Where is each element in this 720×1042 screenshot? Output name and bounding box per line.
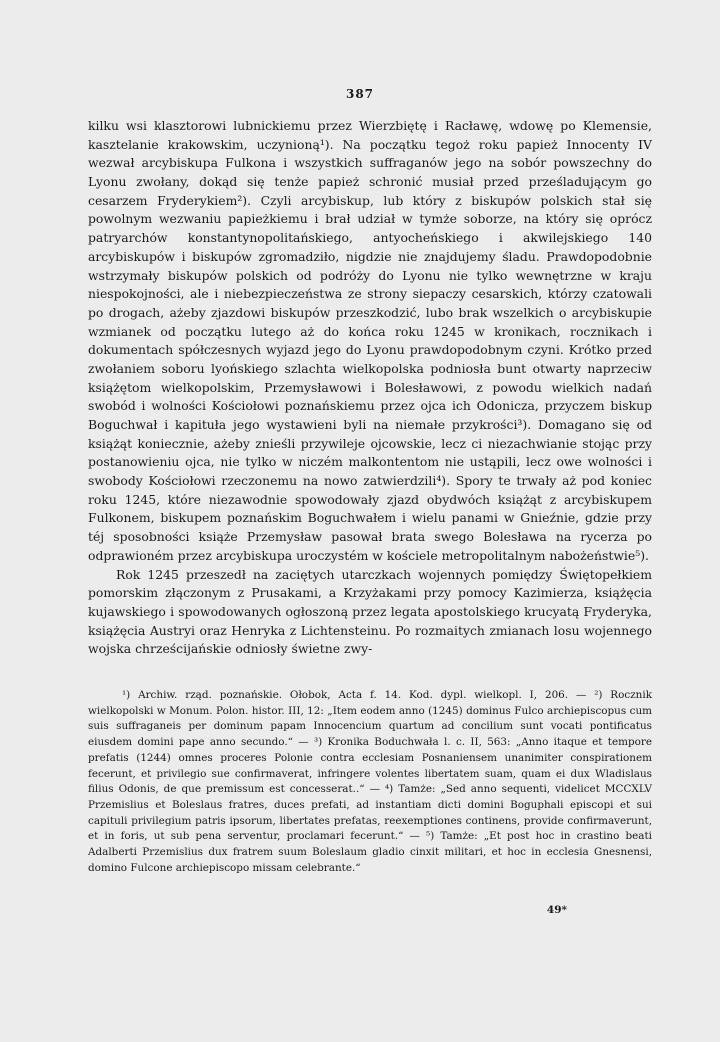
footnote-block: ¹) Archiw. rząd. poznańskie. Ołobok, Acta f. 14. Kod. dypl. wielkopl. I, 206. — ²) Rocznik wielkopolski w Monum. Polon. histor. III, 12: „Item eodem anno (1245) dominus Fulco archiepiscopus cum suis suffraganeis per dominum papam Innocencium quartum ad concilium sunt vocati pontificatus eiusdem domini pape anno secundo.“ — ³) Kronika Boduchwała l. c. II, 563: „Anno itaque et tempore prefatis (1244) omnes proceres Polonie contra ecclesiam Posnaniensem unanimiter conspirationem fecerunt, et privilegio sue confirmaverat, infringere volentes libertatem suam, quam ei dux Wladislaus filius Odonis, de que premissum est concesserat..“ — ⁴) Tamże: „Sed anno sequenti, videlicet MCCXLV Przemislius et Boleslaus fratres, duces prefati, ad instantiam dicti domini Boguphali episcopi et sui capituli privilegium patris ipsorum, libertates prefatas, reexemptiones continens, provide confirmaverunt, et in foris, ut sub pena serventur, proclamari fecerunt.“ — ⁵) Tamże: „Et post hoc in crastino beati Adalberti Przemislius dux fratrem suum Boleslaum gladio cinxit militari, et hoc in ecclesia Gnesnensi, domino Fulcone archiepiscopo missam celebrante.“	[88, 689, 652, 874]
signature-mark-row	[0, 898, 720, 917]
signature-mark: 49*	[546, 904, 567, 916]
main-text	[88, 117, 652, 659]
page-number: 387	[345, 87, 375, 101]
footnotes	[88, 688, 652, 876]
paragraph-1: kilku wsi klasztorowi lubnickiemu przez Wierzbiętę i Racławę, wdowę po Klemensie, kasztelanie krakowskim, uczynioną¹). Na początku tegoż roku papież Innocenty IV wezwał arcybiskupa Fulkona i wszystkich suffraganów jego na sobór powszechny do Lyonu zwołany, dokąd się tenże papież schronić musiał przed prześladującym go cesarzem Fryderykiem²). Czyli arcybiskup, lub który z biskupów polskich stał się powolnym wezwaniu papieżkiemu i brał udział w tymże soborze, na który się oprócz patryarchów konstantynopolitańskiego, antyocheńskiego i akwilejskiego 140 arcybiskupów i biskupów zgromadziło, nigdzie nie znajdujemy śladu. Prawdopodobnie wstrzymały biskupów polskich od podróży do Lyonu nie tylko wewnętrzne w kraju niespokojności, ale i niebezpieczeństwa ze strony siepaczy cesarskich, którzy czatowali po drogach, ażeby zjazdowi biskupów przeszkodzić, lubo brak wszelkich o arcybiskupie wzmianek od początku lutego aż do końca roku 1245 w kronikach, rocznikach i dokumentach spółczesnych wyjazd jego do Lyonu prawdopodobnym czyni. Krótko przed zwołaniem soboru lyońskiego szlachta wielkopolska podniosła bunt otwarty naprzeciw książętom wielkopolskim, Przemysławowi i Bolesławowi, z powodu wielkich nadań swobód i wolności Kościołowi poznańskiemu przez ojca ich Odonicza, przyczem biskup Boguchwał i kapituła jego wystawieni byli na niemałe przykrości³). Domagano się od książąt koniecznie, ażeby znieśli przywileje ojcowskie, lecz ci niezachwianie stojąc przy postanowieniu ojca, nie tylko w niczém malkontentom nie ustąpili, lecz owe wolności i swobody Kościołowi rzeczonemu na nowo zatwierdzili⁴). Spory te trwały aż pod koniec roku 1245, które niezawodnie spowodowały zjazd obydwóch książąt z arcybiskupem Fulkonem, biskupem poznańskim Boguchwałem i wielu panami w Gnieźnie, gdzie przy téj sposobności książe Przemysław pasował brata swego Bolesława na rycerza po odprawioném przez arcybiskupa uroczystém w kościele metropolitalnym nabożeństwie⁵).	[88, 118, 652, 563]
paragraph-2: Rok 1245 przeszedł na zaciętych utarczkach wojennych pomiędzy Świętopełkiem pomorskim złączonym z Prusakami, a Krzyżakami przy pomocy Kazimierza, książęcia kujawskiego i spowodowanych ogłoszoną przez legata apostolskiego krucyatą Fryderyka, książęcia Austryi oraz Henryka z Lichtensteinu. Po rozmaitych zmianach losu wojennego wojska chrześcijańskie odniosły świetne zwy-	[88, 566, 652, 657]
